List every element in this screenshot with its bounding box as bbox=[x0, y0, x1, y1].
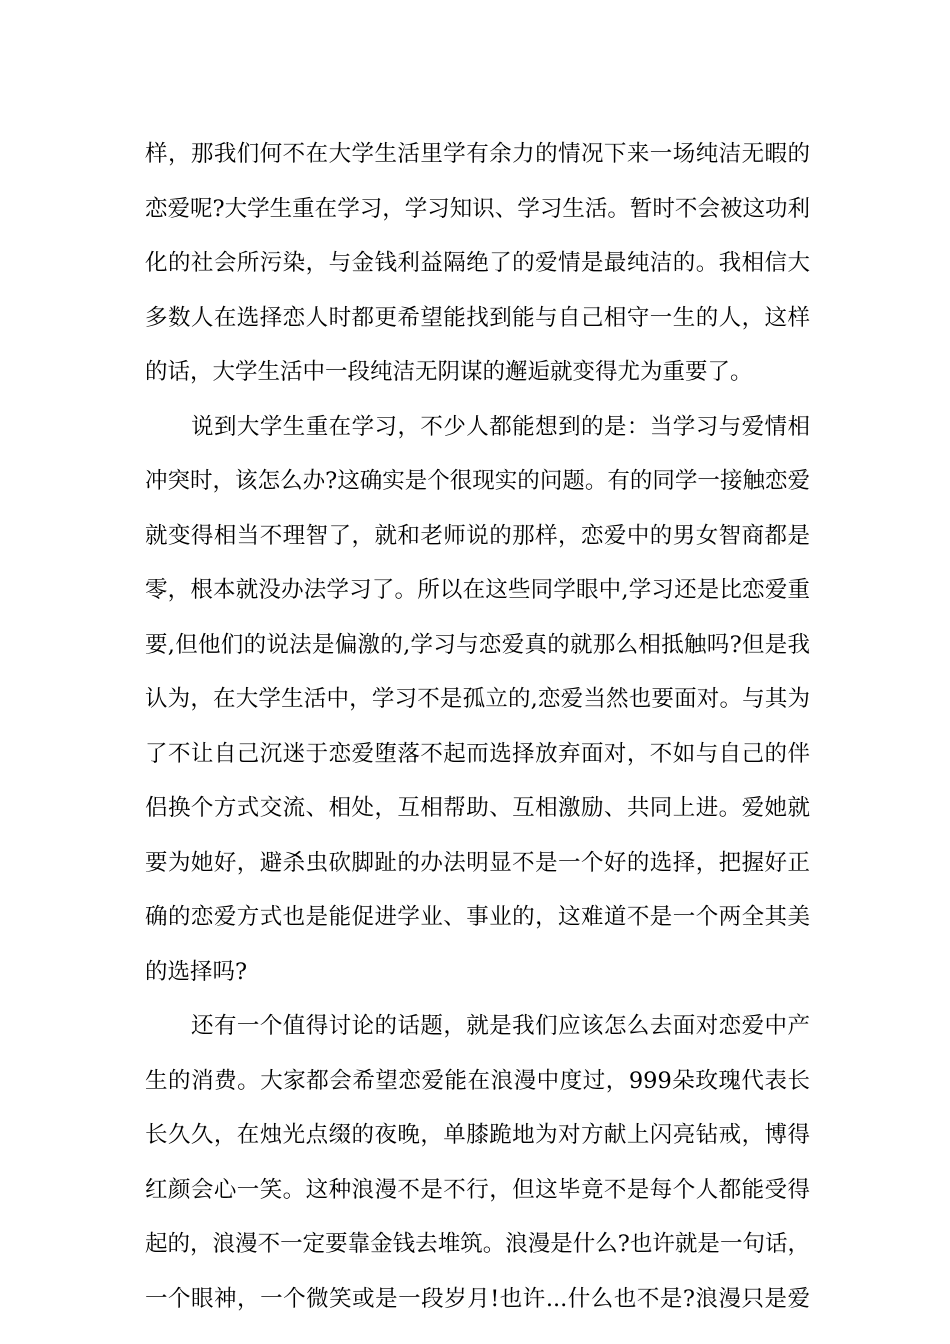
text-line: 样，那我们何不在大学生活里学有余力的情况下来一场纯洁无暇的 bbox=[145, 141, 810, 167]
text-line: 起的，浪漫不一定要靠金钱去堆筑。浪漫是什么?也许就是一句话， bbox=[145, 1231, 810, 1257]
text-line: 多数人在选择恋人时都更希望能找到能与自己相守一生的人，这样 bbox=[145, 304, 810, 331]
text-line: 侣换个方式交流、相处，互相帮助、互相激励、共同上进。爱她就 bbox=[145, 795, 810, 821]
text-line: 的话，大学生活中一段纯洁无阴谋的邂逅就变得尤为重要了。 bbox=[145, 359, 753, 385]
text-line: 说到大学生重在学习，不少人都能想到的是：当学习与爱情相 bbox=[191, 413, 810, 440]
text-line: 化的社会所污染，与金钱利益隔绝了的爱情是最纯洁的。我相信大 bbox=[145, 250, 810, 276]
document-body bbox=[145, 127, 810, 1326]
text-line: 红颜会心一笑。这种浪漫不是不行，但这毕竟不是每个人都能受得 bbox=[145, 1176, 810, 1203]
text-line: 的选择吗? bbox=[145, 958, 248, 985]
text-line: 了不让自己沉迷于恋爱堕落不起而选择放弃面对，不如与自己的伴 bbox=[145, 740, 810, 767]
paragraph-3 bbox=[145, 999, 810, 1326]
text-line: 恋爱呢?大学生重在学习，学习知识、学习生活。暂时不会被这功利 bbox=[145, 195, 810, 222]
text-line: 要为她好，避杀虫砍脚趾的办法明显不是一个好的选择，把握好正 bbox=[145, 849, 810, 876]
text-line: 认为，在大学生活中，学习不是孤立的,恋爱当然也要面对。与其为 bbox=[145, 686, 810, 712]
text-line: 零，根本就没办法学习了。所以在这些同学眼中,学习还是比恋爱重 bbox=[145, 577, 810, 603]
paragraph-1 bbox=[145, 127, 810, 400]
paragraph-2 bbox=[145, 400, 810, 1000]
text-line: 还有一个值得讨论的话题，就是我们应该怎么去面对恋爱中产 bbox=[191, 1013, 810, 1039]
text-line: 长久久，在烛光点缀的夜晚，单膝跪地为对方献上闪亮钻戒，博得 bbox=[145, 1122, 810, 1148]
text-line: 要,但他们的说法是偏激的,学习与恋爱真的就那么相抵触吗?但是我 bbox=[145, 631, 810, 658]
text-line: 生的消费。大家都会希望恋爱能在浪漫中度过，999朵玫瑰代表长 bbox=[145, 1067, 810, 1094]
text-line: 冲突时，该怎么办?这确实是个很现实的问题。有的同学一接触恋爱 bbox=[145, 468, 810, 494]
text-line: 一个眼神，一个微笑或是一段岁月!也许...什么也不是?浪漫只是爱 bbox=[145, 1285, 810, 1312]
text-line: 确的恋爱方式也是能促进学业、事业的，这难道不是一个两全其美 bbox=[145, 904, 810, 930]
text-line: 就变得相当不理智了，就和老师说的那样，恋爱中的男女智商都是 bbox=[145, 522, 810, 549]
